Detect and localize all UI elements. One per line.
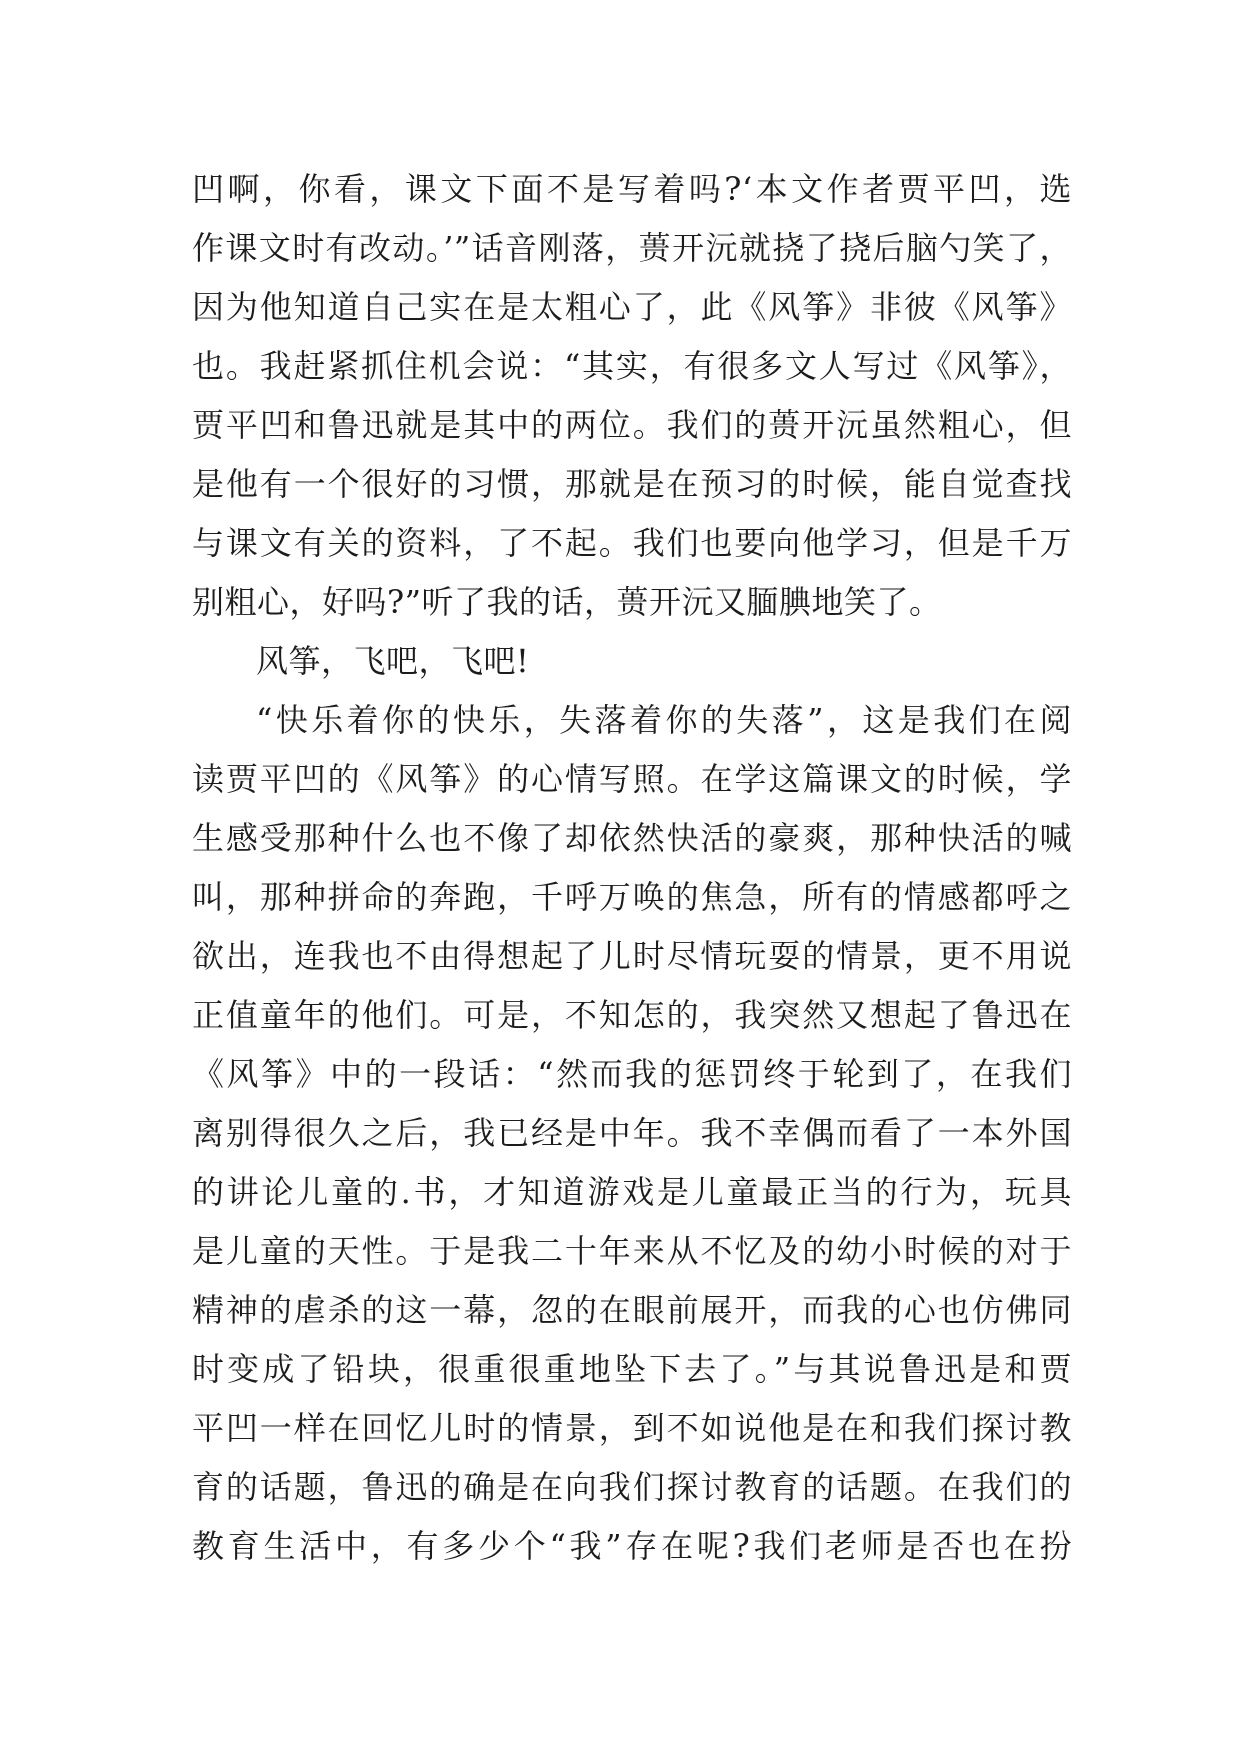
text-line: 平凹一样在回忆儿时的情景，到不如说他是在和我们探讨教 (192, 1409, 1072, 1447)
text-line: 正值童年的他们。可是，不知怎的，我突然又想起了鲁迅在 (192, 996, 1072, 1034)
text-line: 贾平凹和鲁迅就是其中的两位。我们的蒉开沅虽然粗心，但 (192, 406, 1072, 444)
section-heading: 风筝，飞吧，飞吧! (256, 642, 530, 680)
text-line: 《风筝》中的一段话：“然而我的惩罚终于轮到了，在我们 (192, 1055, 1072, 1093)
text-line: 生感受那种什么也不像了却依然快活的豪爽，那种快活的喊 (192, 819, 1072, 857)
text-line: 时变成了铅块，很重很重地坠下去了。”与其说鲁迅是和贾 (192, 1350, 1072, 1388)
text-line: 叫，那种拼命的奔跑，千呼万唤的焦急，所有的情感都呼之 (192, 878, 1072, 916)
text-line: 精神的虐杀的这一幕，忽的在眼前展开，而我的心也仿佛同 (192, 1291, 1072, 1329)
text-line: 的讲论儿童的.书，才知道游戏是儿童最正当的行为，玩具 (192, 1173, 1072, 1211)
text-line: 凹啊，你看，课文下面不是写着吗?‘本文作者贾平凹，选 (192, 170, 1072, 208)
document-body (192, 160, 1072, 1576)
text-line: 离别得很久之后，我已经是中年。我不幸偶而看了一本外国 (192, 1114, 1072, 1152)
text-line: 教育生活中，有多少个“我”存在呢?我们老师是否也在扮 (192, 1527, 1072, 1565)
text-line: 读贾平凹的《风筝》的心情写照。在学这篇课文的时候，学 (192, 760, 1072, 798)
text-line: 也。我赶紧抓住机会说：“其实，有很多文人写过《风筝》， (192, 347, 1072, 385)
text-line: 是儿童的天性。于是我二十年来从不忆及的幼小时候的对于 (192, 1232, 1072, 1270)
text-line: 因为他知道自己实在是太粗心了，此《风筝》非彼《风筝》 (192, 288, 1072, 326)
text-line: 欲出，连我也不由得想起了儿时尽情玩耍的情景，更不用说 (192, 937, 1072, 975)
text-line: 别粗心，好吗?”听了我的话，蒉开沅又腼腆地笑了。 (192, 583, 942, 621)
text-line: 育的话题，鲁迅的确是在向我们探讨教育的话题。在我们的 (192, 1468, 1072, 1506)
text-line: 作课文时有改动。’”话音刚落，蒉开沅就挠了挠后脑勺笑了， (192, 229, 1072, 267)
text-line: 与课文有关的资料，了不起。我们也要向他学习，但是千万 (192, 524, 1072, 562)
text-line: 是他有一个很好的习惯，那就是在预习的时候，能自觉查找 (192, 465, 1072, 503)
text-line: “快乐着你的快乐，失落着你的失落”，这是我们在阅 (256, 701, 1072, 739)
